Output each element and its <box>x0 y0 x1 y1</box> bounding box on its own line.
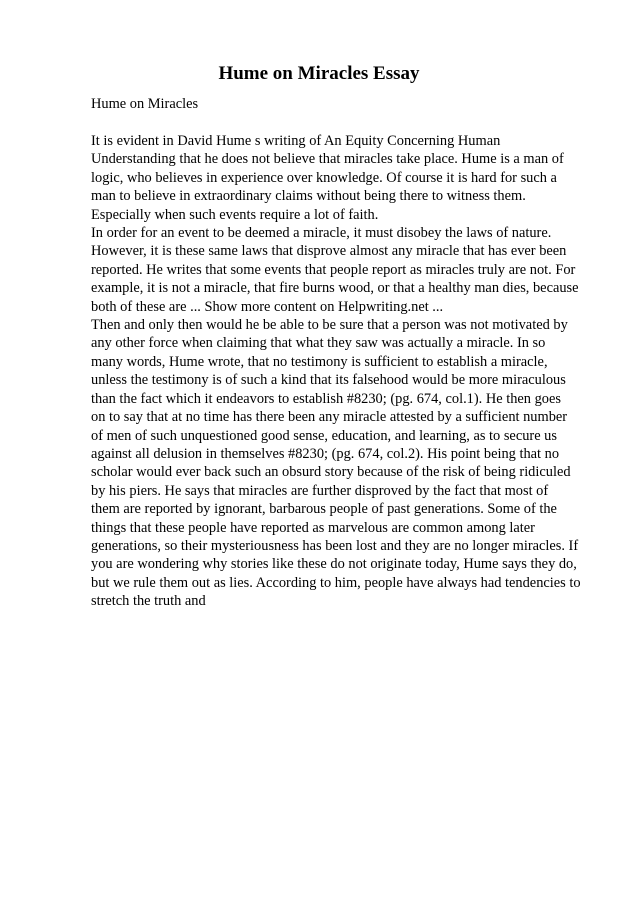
body-line: unless the testimony is of such a kind that its falsehood would be more miraculous <box>91 372 566 389</box>
body-line: them are reported by ignorant, barbarous people of past generations. Some of the <box>91 501 557 518</box>
body-line: than the fact which it endeavors to establish #8230; (pg. 674, col.1). He then goes <box>91 390 561 407</box>
document-subtitle: Hume on Miracles <box>91 96 199 112</box>
body-line: logic, who believes in experience over knowledge. Of course it is hard for such a <box>91 169 557 186</box>
document-body <box>91 132 591 611</box>
body-line: any other force when claiming that what they saw was actually a miracle. In so <box>91 335 546 352</box>
body-line: but we rule them out as lies. According to him, people have always had tendencies to <box>91 574 581 591</box>
body-line: of men of such unquestioned good sense, education, and learning, as to secure us <box>91 427 557 444</box>
body-line: scholar would ever back such an obsurd story because of the risk of being ridiculed <box>91 464 571 481</box>
body-line: by his piers. He says that miracles are further disproved by the fact that most of <box>91 482 549 499</box>
body-line: man to believe in extraordinary claims without being there to witness them. <box>91 188 526 205</box>
body-line: things that these people have reported as marvelous are common among later <box>91 519 535 536</box>
body-line: generations, so their mysteriousness has been lost and they are no longer miracles. If <box>91 537 579 554</box>
body-line: both of these are ... Show more content on Helpwriting.net ... <box>91 298 444 315</box>
body-line: Especially when such events require a lot of faith. <box>91 206 379 223</box>
body-line: It is evident in David Hume s writing of An Equity Concerning Human <box>91 133 501 149</box>
body-line: stretch the truth and <box>91 593 206 610</box>
body-line: Understanding that he does not believe that miracles take place. Hume is a man of <box>91 151 564 168</box>
body-line: reported. He writes that some events that people report as miracles truly are not. For <box>91 261 576 278</box>
document-title: Hume on Miracles Essay <box>218 63 420 84</box>
body-line: against all delusion in themselves #8230; (pg. 674, col.2). His point being that no <box>91 445 560 462</box>
body-line: Then and only then would he be able to be sure that a person was not motivated by <box>91 317 568 334</box>
body-line: In order for an event to be deemed a miracle, it must disobey the laws of nature. <box>91 225 552 242</box>
body-line: you are wondering why stories like these do not originate today, Hume says they do, <box>91 556 577 573</box>
body-line: example, it is not a miracle, that fire burns wood, or that a healthy man dies, because <box>91 280 579 297</box>
body-line: many words, Hume wrote, that no testimony is sufficient to establish a miracle, <box>91 353 548 370</box>
body-line: However, it is these same laws that disprove almost any miracle that has ever been <box>91 243 567 260</box>
body-line: on to say that at no time has there been any miracle attested by a sufficient number <box>91 409 568 426</box>
